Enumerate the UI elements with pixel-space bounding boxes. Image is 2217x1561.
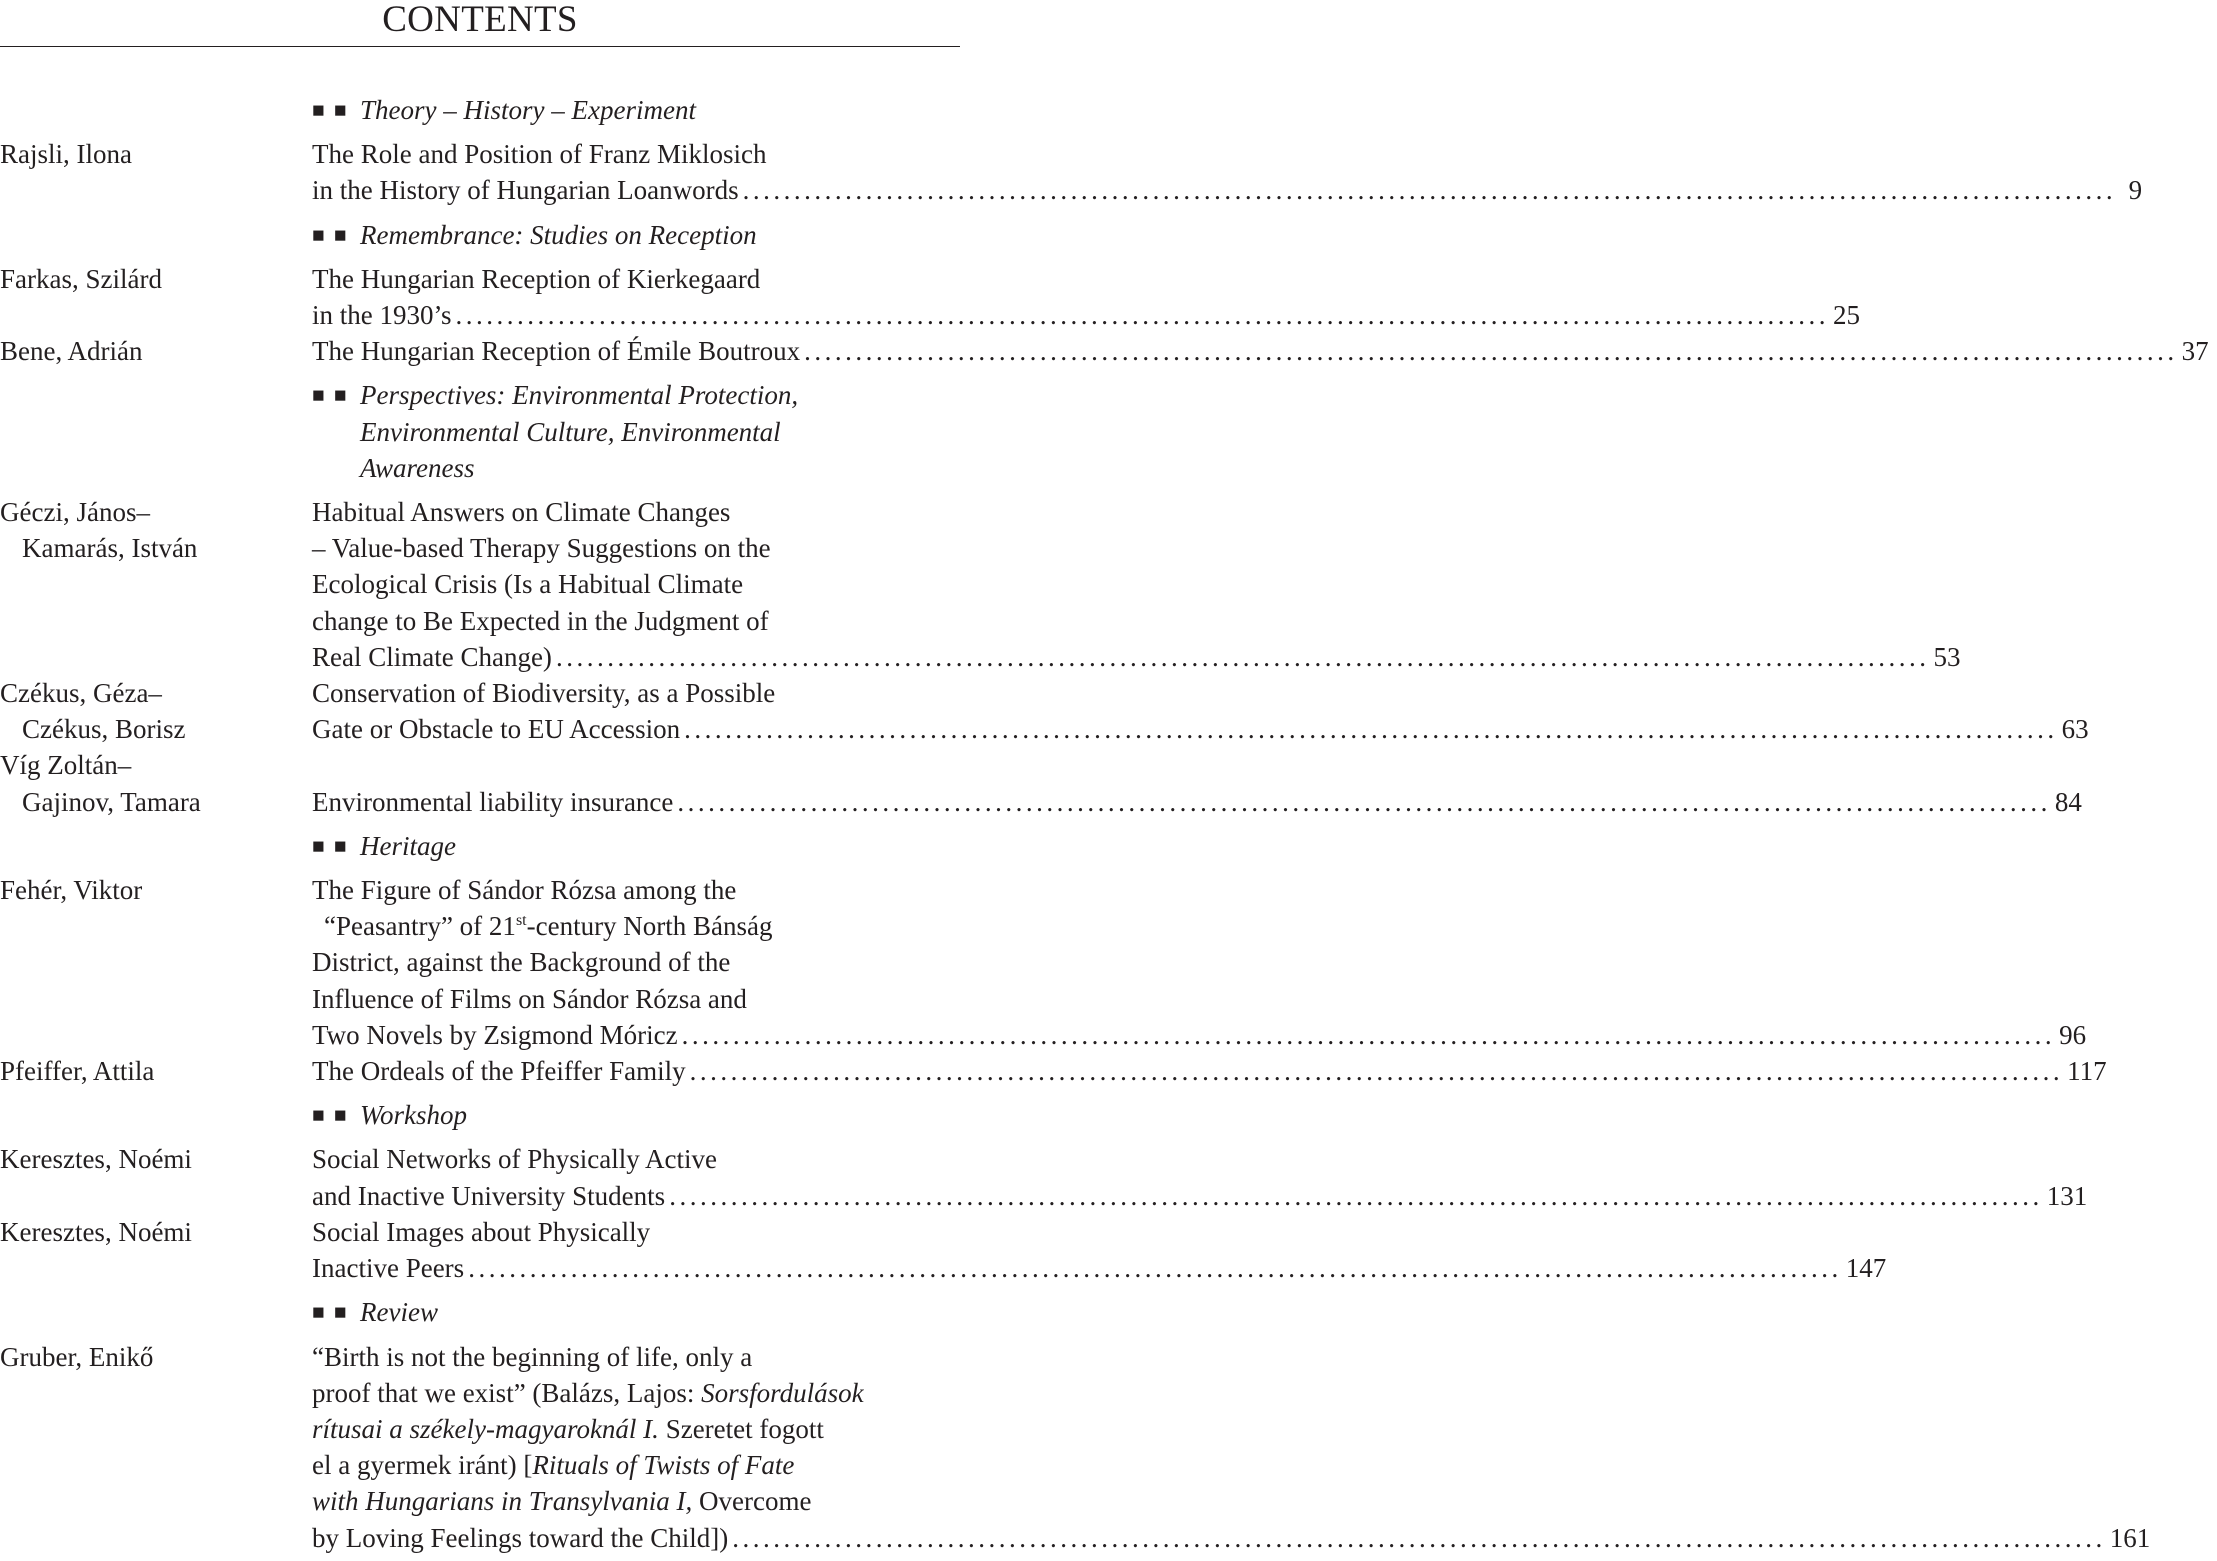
dot-leader xyxy=(684,711,2058,747)
author-name: Rajsli, Ilona xyxy=(0,139,132,170)
title-line: Gate or Obstacle to EU Accession xyxy=(312,714,681,745)
section-marker-icon: ■ ■ xyxy=(312,383,349,408)
section-heading xyxy=(0,1097,960,1133)
author-name: Farkas, Szilárd xyxy=(0,263,162,294)
title-line: and Inactive University Students xyxy=(312,1180,666,1211)
page-number: 161 xyxy=(2109,1522,2151,1553)
title-line: by Loving Feelings toward the Child]) xyxy=(312,1522,729,1553)
entry-authors xyxy=(0,136,312,208)
page-number: 25 xyxy=(1833,300,1860,331)
title-line: Ecological Crisis (Is a Habitual Climate xyxy=(312,569,744,600)
entry-authors xyxy=(0,872,312,1053)
toc-entry[interactable] xyxy=(0,675,2089,747)
page-number: 131 xyxy=(2046,1180,2088,1211)
dot-leader xyxy=(456,297,1830,333)
author-name: Fehér, Viktor xyxy=(0,875,143,906)
title-line: Influence of Films on Sándor Rózsa and xyxy=(312,983,747,1014)
dot-leader xyxy=(743,172,2117,208)
section-heading xyxy=(0,217,960,253)
section-title: Awareness xyxy=(360,452,475,483)
section-heading xyxy=(0,377,960,486)
section-title: Heritage xyxy=(360,830,456,861)
entry-title xyxy=(312,1053,2115,1089)
dot-leader xyxy=(804,333,2178,369)
page-number: 63 xyxy=(2061,714,2089,745)
entry-title xyxy=(312,747,2090,819)
title-line: District, against the Background of the xyxy=(312,947,731,978)
author-name: Bene, Adrián xyxy=(0,336,143,367)
section-marker-icon: ■ ■ xyxy=(312,1103,349,1128)
entry-title xyxy=(312,494,1968,675)
dot-leader xyxy=(677,784,2051,820)
entry-title xyxy=(312,1141,2095,1213)
author-name: Keresztes, Noémi xyxy=(0,1216,192,1247)
dot-leader xyxy=(556,639,1930,675)
title-line: Conservation of Biodiversity, as a Possible xyxy=(312,678,776,709)
title-line: in the History of Hungarian Loanwords xyxy=(312,175,739,206)
section-marker-icon: ■ ■ xyxy=(312,222,349,247)
page-number: 9 xyxy=(2128,175,2143,206)
entry-authors xyxy=(0,1053,312,1089)
title-line: Social Images about Physically xyxy=(312,1216,651,1247)
section-title: Environmental Culture, Environmental xyxy=(360,416,781,447)
title-line: Social Networks of Physically Active xyxy=(312,1144,717,1175)
title-line: el a gyermek iránt) [Rituals of Twists of Fate xyxy=(312,1450,795,1481)
author-name: Czékus, Borisz xyxy=(22,714,186,745)
section-title: Workshop xyxy=(360,1100,468,1131)
section-title: Review xyxy=(360,1297,438,1328)
entry-authors xyxy=(0,675,312,747)
section-heading xyxy=(0,92,960,128)
page-number: 117 xyxy=(2067,1056,2107,1087)
title-line: Real Climate Change) xyxy=(312,641,552,672)
title-line: rítusai a székely-magyaroknál I. Szeretet fogott xyxy=(312,1413,824,1444)
title-line: – Value-based Therapy Suggestions on the xyxy=(312,533,771,564)
entry-title xyxy=(312,333,2217,369)
page-number: 96 xyxy=(2059,1019,2087,1050)
toc-entry[interactable] xyxy=(0,136,2143,208)
entry-title xyxy=(312,872,2094,1053)
title-line: The Role and Position of Franz Miklosich xyxy=(312,139,767,170)
toc-entry[interactable] xyxy=(0,872,2087,1053)
section-marker-icon: ■ ■ xyxy=(312,1300,349,1325)
entry-authors xyxy=(0,494,312,675)
entry-title xyxy=(312,675,2097,747)
title-line: in the 1930’s xyxy=(312,300,452,331)
entry-authors xyxy=(0,1214,312,1286)
title-line: Habitual Answers on Climate Changes xyxy=(312,497,731,528)
author-name: Kamarás, István xyxy=(22,533,198,564)
page-number: 53 xyxy=(1933,641,1961,672)
title-line: proof that we exist” (Balázs, Lajos: Sorsfordulások xyxy=(312,1377,864,1408)
title-line: Environmental liability insurance xyxy=(312,786,674,817)
dot-leader xyxy=(690,1053,2064,1089)
toc-entry[interactable] xyxy=(0,333,2209,369)
page-title: CONTENTS xyxy=(382,0,578,40)
section-marker-icon: ■ ■ xyxy=(312,833,349,858)
toc-entry[interactable] xyxy=(0,1053,2107,1089)
title-divider xyxy=(0,46,960,47)
entry-title xyxy=(312,136,2150,208)
dot-leader xyxy=(732,1520,2106,1556)
page-number: 147 xyxy=(1845,1253,1887,1284)
section-heading xyxy=(0,1294,960,1330)
page-number: 37 xyxy=(2181,336,2209,367)
toc-entry[interactable] xyxy=(0,261,1860,333)
dot-leader xyxy=(468,1250,1842,1286)
section-title: Theory – History – Experiment xyxy=(360,95,696,125)
title-line: change to Be Expected in the Judgment of xyxy=(312,605,769,636)
table-of-contents xyxy=(0,92,2209,1556)
entry-authors xyxy=(0,261,312,333)
author-name: Géczi, János– xyxy=(0,497,150,528)
author-name: Keresztes, Noémi xyxy=(0,1144,192,1175)
dot-leader xyxy=(682,1017,2056,1053)
entry-authors xyxy=(0,1339,312,1556)
title-line: Inactive Peers xyxy=(312,1253,465,1284)
entry-title xyxy=(312,1339,2158,1556)
dot-leader xyxy=(669,1178,2043,1214)
entry-authors xyxy=(0,747,312,819)
title-line: The Hungarian Reception of Kierkegaard xyxy=(312,263,761,294)
toc-entry[interactable] xyxy=(0,1339,2151,1556)
title-line: “Peasantry” of 21st-century North Bánság xyxy=(324,911,773,942)
section-title: Perspectives: Environmental Protection, xyxy=(360,380,799,411)
title-line: with Hungarians in Transylvania I, Overcome xyxy=(312,1486,812,1517)
entry-title xyxy=(312,1214,1894,1286)
entry-authors xyxy=(0,333,312,369)
page-number: 84 xyxy=(2054,786,2082,817)
author-name: Czékus, Géza– xyxy=(0,678,162,709)
author-name: Gruber, Enikő xyxy=(0,1341,154,1372)
entry-title xyxy=(312,261,1868,333)
author-name: Víg Zoltán– xyxy=(0,750,132,781)
section-marker-icon: ■ ■ xyxy=(312,98,349,122)
author-name: Pfeiffer, Attila xyxy=(0,1056,155,1087)
toc-entry[interactable] xyxy=(0,1141,2088,1213)
section-title: Remembrance: Studies on Reception xyxy=(360,219,757,250)
entry-authors xyxy=(0,1141,312,1213)
toc-entry[interactable] xyxy=(0,747,2082,819)
author-name: Gajinov, Tamara xyxy=(22,786,201,817)
title-line: The Ordeals of the Pfeiffer Family xyxy=(312,1056,686,1087)
title-line: Two Novels by Zsigmond Móricz xyxy=(312,1019,678,1050)
title-line: The Hungarian Reception of Émile Boutroux xyxy=(312,336,801,367)
section-heading xyxy=(0,828,960,864)
title-line: “Birth is not the beginning of life, only a xyxy=(312,1341,753,1372)
toc-entry[interactable] xyxy=(0,494,1961,675)
title-line: The Figure of Sándor Rózsa among the xyxy=(312,875,737,906)
toc-entry[interactable] xyxy=(0,1214,1887,1286)
